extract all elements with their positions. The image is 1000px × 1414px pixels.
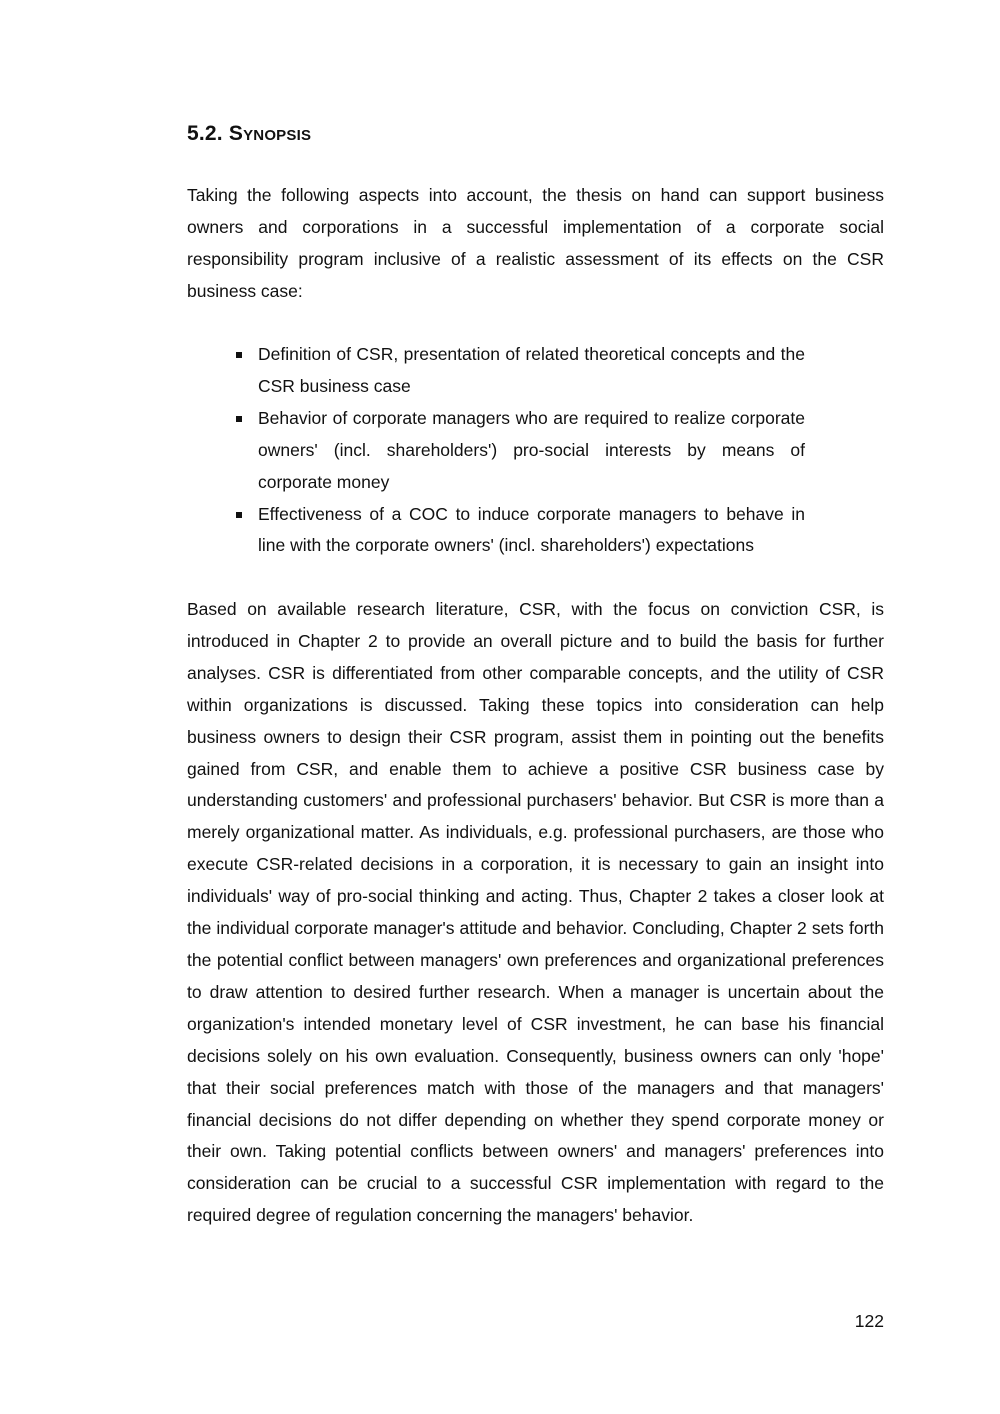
list-item (258, 339, 805, 403)
page-number: 122 (854, 1311, 884, 1331)
aspects-list (258, 339, 805, 562)
square-bullet-icon (236, 512, 242, 518)
list-item (258, 499, 805, 563)
list-item (258, 403, 805, 499)
section-title: Synopsis (228, 122, 312, 145)
intro-paragraph: Taking the following aspects into account, the thesis on hand can support business owners and corporations in a successful implementation of a corporate social responsibility program inclusive of a realistic assessment of its effects on the CSR business case: (187, 185, 884, 301)
document-page (187, 0, 884, 1414)
list-item-text: Behavior of corporate managers who are required to realize corporate owners' (incl. shareholders') pro-social interests by means of corporate money (258, 407, 805, 492)
square-bullet-icon (236, 416, 242, 422)
list-item-text: Effectiveness of a COC to induce corporate managers to behave in line with the corporate owners' (incl. shareholders') expectations (258, 503, 805, 556)
section-number: 5.2. (187, 122, 223, 145)
main-paragraph: Based on available research literature, CSR, with the focus on conviction CSR, is introduced in Chapter 2 to provide an overall picture and to build the basis for further analyses. CSR is differentiated from other comparable concepts, and the utility of CSR within organizations is discussed. Taking these topics into consideration can help business owners to design their CSR program, assist them in pointing out the benefits gained from CSR, and enable them to achieve a positive CSR business case by understanding customers' and professional purchasers' behavior. But CSR is more than a merely organizational matter. As individuals, e.g. professional purchasers, are those who execute CSR-related decisions in a corporation, it is necessary to gain an insight into individuals' way of pro-social thinking and acting. Thus, Chapter 2 takes a closer look at the individual corporate manager's attitude and behavior. Concluding, Chapter 2 sets forth the potential conflict between managers' own preferences and organizational preferences to draw attention to desired further research. When a manager is uncertain about the organization's intended monetary level of CSR investment, he can base his financial decisions solely on his own evaluation. Consequently, business owners can only 'hope' that their social preferences match with those of the managers and that managers' financial decisions do not differ depending on whether they spend corporate money or their own. Taking potential conflicts between owners' and managers' preferences into consideration can be crucial to a successful CSR implementation with regard to the required degree of regulation concerning the managers' behavior. (187, 599, 884, 1226)
square-bullet-icon (236, 352, 242, 358)
section-heading (187, 119, 311, 149)
list-item-text: Definition of CSR, presentation of related theoretical concepts and the CSR business case (258, 344, 805, 396)
